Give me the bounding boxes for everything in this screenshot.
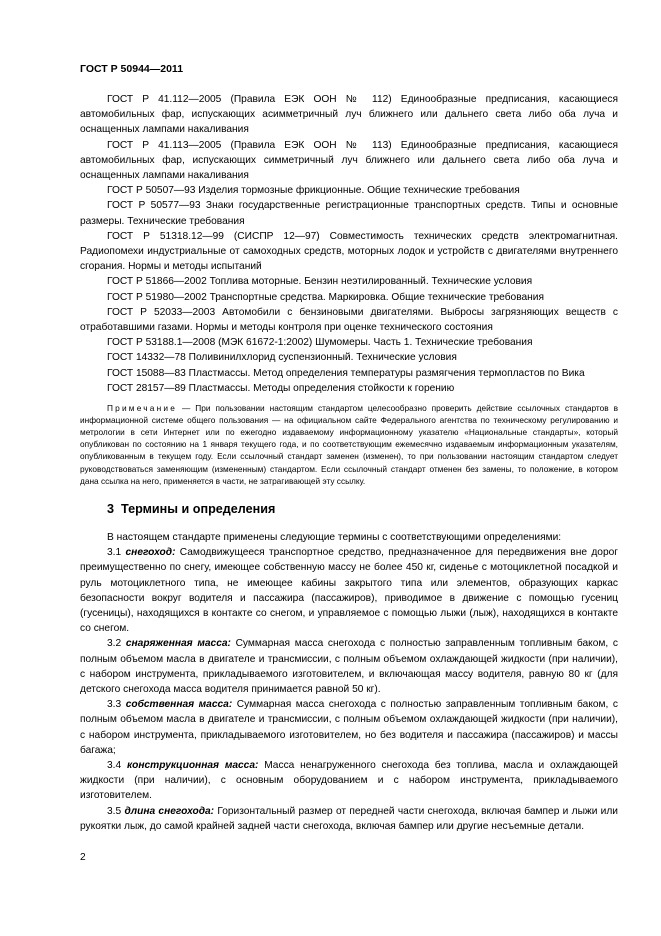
section-number: 3 xyxy=(107,501,115,516)
reference-item: ГОСТ 28157—89 Пластмассы. Методы определения стойкости к горению xyxy=(107,382,455,394)
definition-text: Масса ненагруженного снегохода без топлива, масла и охлаждающей жидкости (при наличии), с основным оборудованием и с набором инструмента, прикладываемого изготовителем. xyxy=(80,759,618,802)
page-number: 2 xyxy=(80,852,86,863)
note-text: — При пользовании настоящим стандартом целесообразно проверить действие ссылочных стандартов в информационной системе общего пользования — на официальном сайте Федерального агентства по техническому регулированию и метрологии в сети Интернет или по ежегодно издаваемому информационному указателю «Национальные стандарты», который опубликован по состоянию на 1 января текущего года, и по соответствующим ежемесячно издаваемым информационным указателям, опубликованным в текущем году. Если ссылочный стандарт заменен (изменен), то при пользовании настоящим стандартом следует руководствоваться заменяющим (измененным) стандартом. Если ссылочный стандарт отменен без замены, то положение, в котором дана ссылка на него, применяется в части, не затрагивающей эту ссылку. xyxy=(80,403,618,486)
document-header: ГОСТ Р 50944—2011 xyxy=(80,63,184,75)
definition-item xyxy=(80,545,618,636)
reference-item: ГОСТ Р 41.112—2005 (Правила ЕЭК ООН № 112) Единообразные предписания, касающиеся автомобильных фар, испускающих асимметричный луч ближнего или дальнего света либо оба луча и оснащенных лампами накаливания xyxy=(80,94,618,136)
reference-item: ГОСТ 14332—78 Поливинилхлорид суспензионный. Технические условия xyxy=(107,352,457,364)
page-body xyxy=(80,92,618,834)
reference-item: ГОСТ Р 51318.12—99 (СИСПР 12—97) Совместимость технических средств электромагнитная. Радиопомехи индустриальные от самоходных средств, моторных лодок и устройств с двигателями внутреннего сгорания. Нормы и методы испытаний xyxy=(80,230,618,273)
definition-item xyxy=(80,697,618,758)
definition-number: 3.2 xyxy=(107,638,122,650)
definition-item xyxy=(80,758,618,804)
definition-text: Горизонтальный размер от передней части снегохода, включая бампер и лыжи или рукоятки лыж, до самой крайней задней части снегохода, включая бампер или другие несъемные детали. xyxy=(80,805,618,832)
definitions xyxy=(80,530,618,834)
definition-term: конструкционная масса: xyxy=(126,759,259,771)
definition-text: Суммарная масса снегохода с полностью заправленным топливным баком, с полным объемом масла в двигателе и трансмиссии, с полным объемом охлаждающей жидкости (при наличии), с набором инструмента, прикладываемого изготовителем, но без водителя и пассажира (пассажиров) и массы багажа; xyxy=(80,699,618,756)
definition-number: 3.1 xyxy=(107,547,122,559)
reference-item: ГОСТ Р 51980—2002 Транспортные средства. Маркировка. Общие технические требования xyxy=(107,291,544,303)
section-heading xyxy=(107,502,618,517)
note-block xyxy=(80,402,618,487)
reference-item: ГОСТ Р 41.113—2005 (Правила ЕЭК ООН № 113) Единообразные предписания, касающиеся автомобильных фар, испускающих симметричный луч ближнего или дальнего света либо оба луча и оснащенных лампами накаливания xyxy=(80,139,618,182)
reference-item: ГОСТ Р 51866—2002 Топлива моторные. Бензин неэтилированный. Технические условия xyxy=(107,276,533,288)
reference-item: ГОСТ Р 53188.1—2008 (МЭК 61672-1:2002) Шумомеры. Часть 1. Технические требования xyxy=(107,337,533,349)
reference-item: ГОСТ Р 50577—93 Знаки государственные регистрационные транспортных средств. Типы и основные размеры. Технические требования xyxy=(80,200,618,227)
definition-text: Суммарная масса снегохода с полностью заправленным топливным баком, с полным объемом масла в двигателе и трансмиссии, с полным объемом охлаждающей жидкости (при наличии), с набором инструмента, прикладываемого изготовителем, и включающая массу водителя, равную 80 кг (для детского снегохода масса водителя принимается равной 50 кг). xyxy=(80,638,618,695)
reference-item: ГОСТ Р 52033—2003 Автомобили с бензиновыми двигателями. Выбросы загрязняющих веществ с отработавшими газами. Нормы и методы контроля при оценке технического состояния xyxy=(80,306,618,334)
note-label: Примечание xyxy=(107,403,178,414)
section-title: Термины и определения xyxy=(121,501,276,516)
reference-item: ГОСТ 15088—83 Пластмассы. Метод определения температуры размягчения термопластов по Вика xyxy=(107,367,585,379)
definition-term: собственная масса: xyxy=(125,699,233,711)
definition-number: 3.3 xyxy=(107,699,122,711)
definition-term: длина снегохода: xyxy=(124,805,215,817)
definition-number: 3.4 xyxy=(107,759,122,771)
definition-term: снегоход: xyxy=(125,547,176,559)
note-paragraph xyxy=(80,402,618,487)
definition-item xyxy=(80,804,618,834)
definition-term: снаряженная масса: xyxy=(125,638,231,650)
definition-item xyxy=(80,636,618,697)
definition-text: Самодвижущееся транспортное средство, предназначенное для передвижения вне дорог преимущественно по снегу, имеющее собственную массу не более 450 кг, сиденье с мотоциклетной посадкой и руль мотоциклетного типа, не имеющее кабины закрытого типа или элементов, образующих каркас безопасности вокруг водителя и пассажира (пассажиров), приводимое в движение с помощью гусениц (гусеницы), находящихся в контакте со снегом, и управляемое с помощью лыжи (лыж), находящихся в контакте со снегом. xyxy=(80,547,618,635)
definition-number: 3.5 xyxy=(107,805,122,817)
reference-list xyxy=(80,92,618,396)
section-intro: В настоящем стандарте применены следующие термины с соответствующими определениями: xyxy=(107,531,562,543)
reference-item: ГОСТ Р 50507—93 Изделия тормозные фрикционные. Общие технические требования xyxy=(107,185,520,197)
